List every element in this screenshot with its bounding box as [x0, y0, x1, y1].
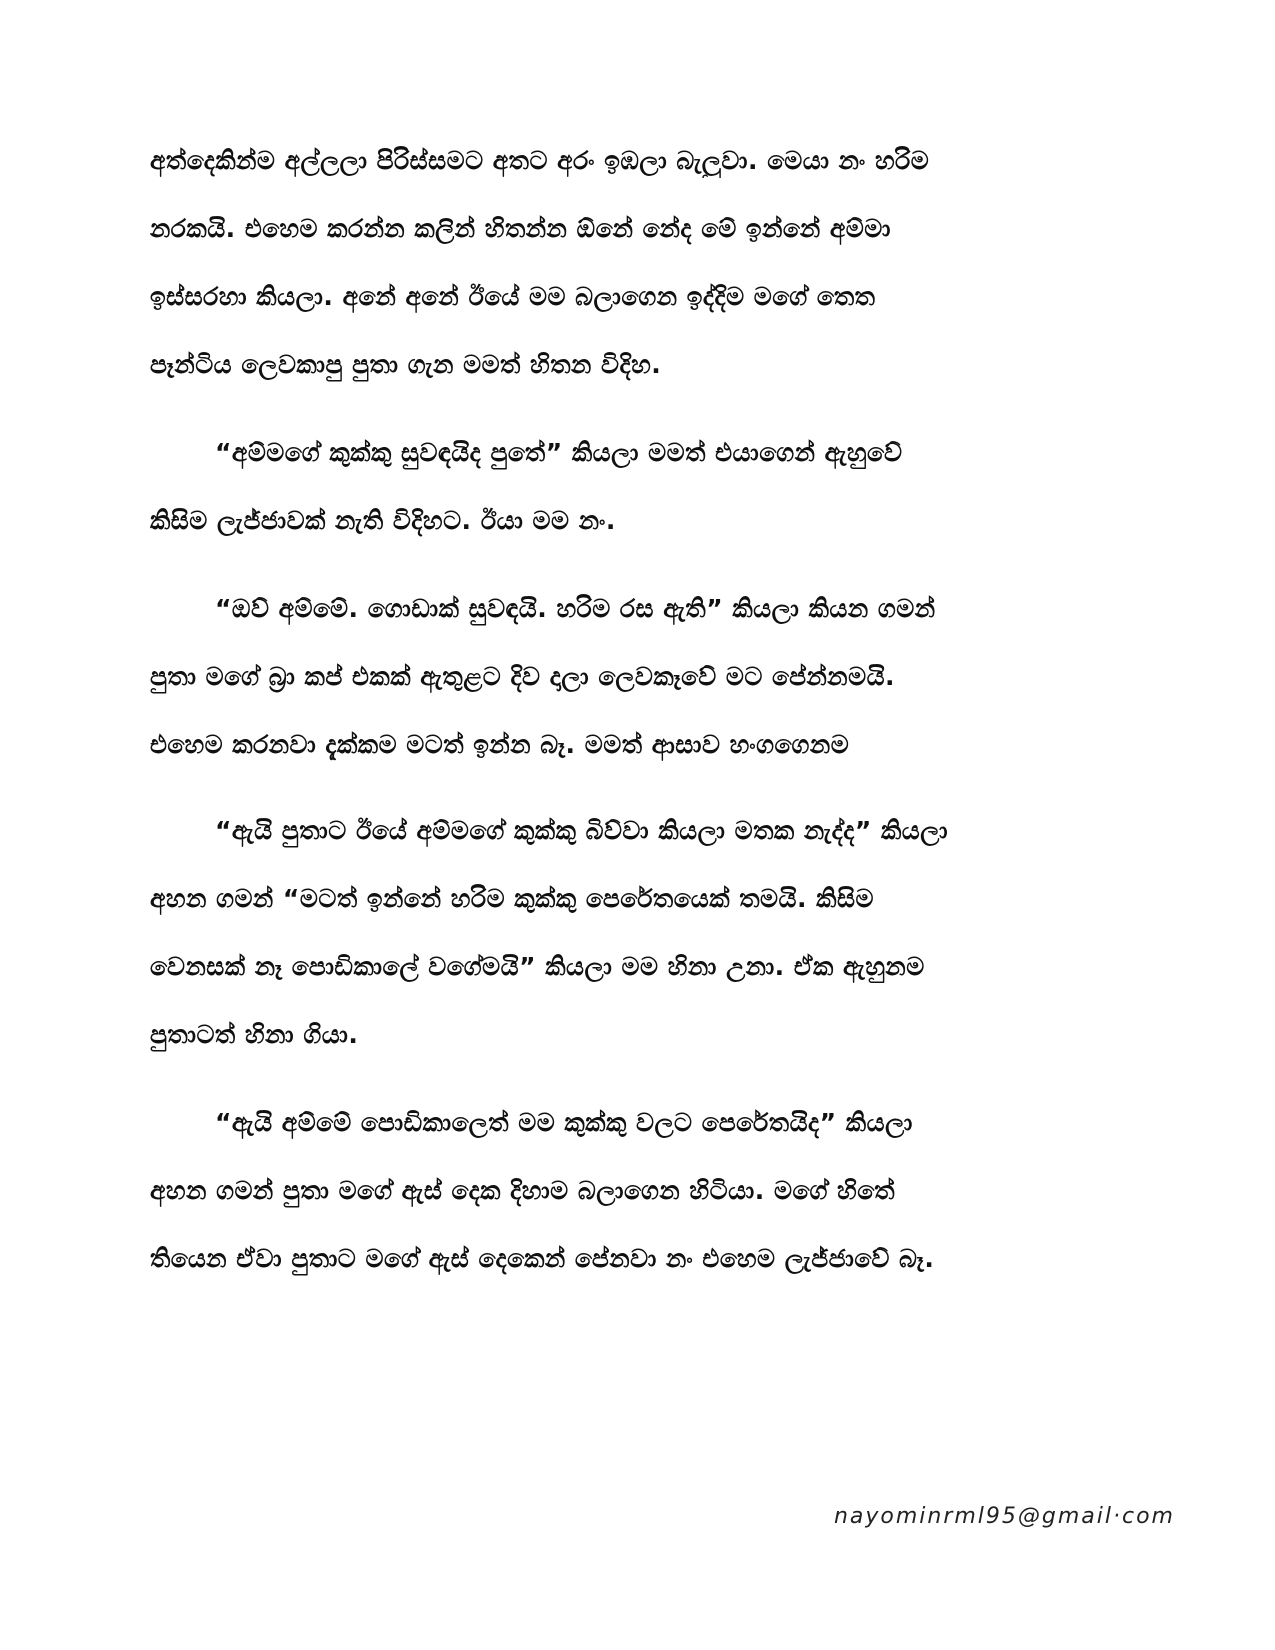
- footer-email: nayominrml95@gmail·com: [833, 1504, 1175, 1529]
- text-line: පෑන්ටිය ලෙවකාපු පුතා ගැන මමත් හිතන විදිහ.: [150, 350, 662, 379]
- text-line: අත්දෙකින්ම අල්ලලා පිරිස්සමට අතට අරං ඉඹලා බැලුවා. මෙයා නං හරිම: [150, 146, 930, 175]
- text-line: කිසිම ලැජ්ජාවක් නැති විදිහට. ඊයා මම නං.: [150, 506, 616, 535]
- text-line: පුතාටත් හිනා ගියා.: [150, 1020, 359, 1049]
- text-line: අහන ගමන් පුතා මගේ ඇස් දෙක දිහාම බලාගෙන හිටියා. මගේ හිතේ: [150, 1176, 896, 1205]
- paragraph-start-line: “අම්මගේ කුක්කු සුවඳයිද පුතේ” කියලා මමත් එයාගෙන් ඇහුවේ: [215, 438, 903, 467]
- text-line: පුතා මගේ බ්‍රා කප් එකක් ඇතුළට දිව දාලා ලෙවකෑවේ මට පේන්නමයි.: [150, 662, 896, 691]
- text-line: වෙනසක් නෑ පොඩිකාලේ වගේමයි” කියලා මම හිනා උනා. ඒක ඇහුනම: [150, 952, 925, 981]
- text-line: එහෙම කරනවා දැක්කම මටත් ඉන්න බෑ. මමත් ආසාව හංගගෙනම: [150, 730, 850, 759]
- text-line: නරකයි. එහෙම කරන්න කලින් හිතන්න ඕනේ නේද මේ ඉන්නේ අම්මා: [150, 214, 891, 243]
- text-line: ඉස්සරහා කියලා. අනේ අනේ ඊයේ මම බලාගෙන ඉද්දිම මගේ තෙත: [150, 282, 876, 311]
- paragraph-start-line: “ඔව් අම්මේ. ගොඩාක් සුවඳයි. හරිම රස ඇති” කියලා කියන ගමන්: [215, 594, 936, 623]
- paragraph-start-line: “ඇයි අම්මේ පොඩිකාලෙත් මම කුක්කු වලට පෙරේතයිද” කියලා: [215, 1108, 913, 1137]
- paragraph-start-line: “ඇයි පුතාට ඊයේ අම්මගේ කුක්කු බිව්වා කියලා මතක නැද්ද” කියලා: [215, 816, 949, 845]
- text-line: අහන ගමන් “මටත් ඉන්නේ හරිම කුක්කු පෙරේතයෙක් තමයි. කිසිම: [150, 884, 874, 913]
- text-line: තියෙන ඒවා පුතාට මගේ ඇස් දෙකෙන් පේනවා නං එහෙම ලැජ්ජාවේ බෑ.: [150, 1244, 935, 1273]
